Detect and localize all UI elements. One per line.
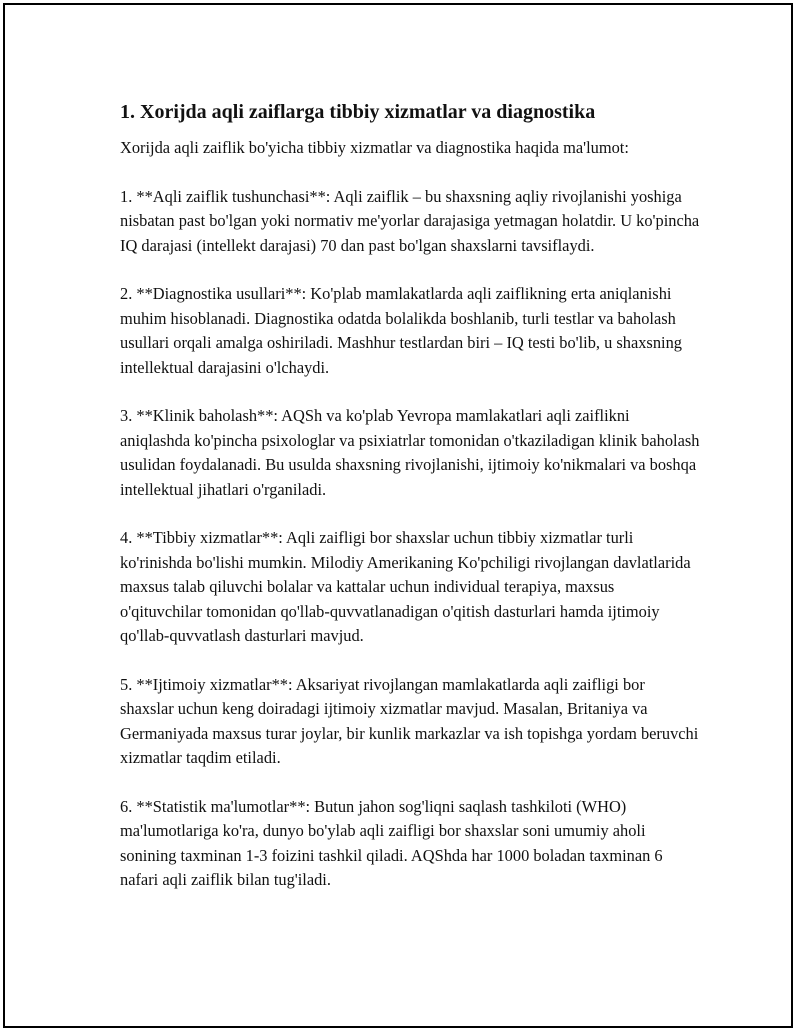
paragraph-clinical-assessment: 3. **Klinik baholash**: AQSh va ko'plab Yevropa mamlakatlari aqli zaiflikni aniqlashda ko'pincha psixologlar va psixiatrlar tomonidan o'tkaziladigan klinik baholash usulidan foydalanadi. Bu usulda shaxsning rivojlanishi, ijtimoiy ko'nikmalari va boshqa intellektual jihatlari o'rganiladi.: [120, 406, 700, 499]
document-body: [120, 99, 700, 917]
page-frame: [3, 3, 793, 1028]
paragraph-social-services: 5. **Ijtimoiy xizmatlar**: Aksariyat rivojlangan mamlakatlarda aqli zaifligi bor shaxslar uchun keng doiradagi ijtimoiy xizmatlar mavjud. Masalan, Britaniya va Germaniyada maxsus turar joylar, bir kunlik markazlar va ish topishga yordam beruvchi xizmatlar taqdim etiladi.: [120, 674, 699, 768]
paragraph-intro: Xorijda aqli zaiflik bo'yicha tibbiy xizmatlar va diagnostika haqida ma'lumot:: [120, 138, 629, 157]
paragraph-medical-services: 4. **Tibbiy xizmatlar**: Aqli zaifligi bor shaxslar uchun tibbiy xizmatlar turli ko'rinishda bo'lishi mumkin. Milodiy Amerikaning Ko'pchiligi rivojlangan davlatlarida maxsus talab qiluvchi bolalar va kattalar uchun individual terapiya, maxsus o'qituvchilar tomonidan qo'llab-quvvatlanadigan o'qitish dasturlari hamda ijtimoiy qo'llab-quvvatlash dasturlari mavjud.: [120, 528, 691, 646]
paragraph-diagnostics: 2. **Diagnostika usullari**: Ko'plab mamlakatlarda aqli zaiflikning erta aniqlanishi muhim hisoblanadi. Diagnostika odatda bolalikda boshlanib, turli testlar va baholash usullari orqali amalga oshiriladi. Mashhur testlardan biri – IQ testi bo'lib, u shaxsning intellektual darajasini o'lchaydi.: [120, 284, 682, 377]
paragraph-concept: 1. **Aqli zaiflik tushunchasi**: Aqli zaiflik – bu shaxsning aqliy rivojlanishi yoshiga nisbatan past bo'lgan yoki normativ me'yorlar darajasiga yetmagan holatdir. U ko'pincha IQ darajasi (intellekt darajasi) 70 dan past bo'lgan shaxslarni tavsiflaydi.: [120, 186, 700, 255]
document-title: 1. Xorijda aqli zaiflarga tibbiy xizmatlar va diagnostika: [120, 101, 596, 123]
paragraph-statistics: 6. **Statistik ma'lumotlar**: Butun jahon sog'liqni saqlash tashkiloti (WHO) ma'lumotlariga ko'ra, dunyo bo'ylab aqli zaifligi bor shaxslar soni umumiy aholi sonining taxminan 1-3 foizini tashkil qiladi. AQShda har 1000 boladan taxminan 6 nafari aqli zaiflik bilan tug'iladi.: [120, 796, 663, 890]
